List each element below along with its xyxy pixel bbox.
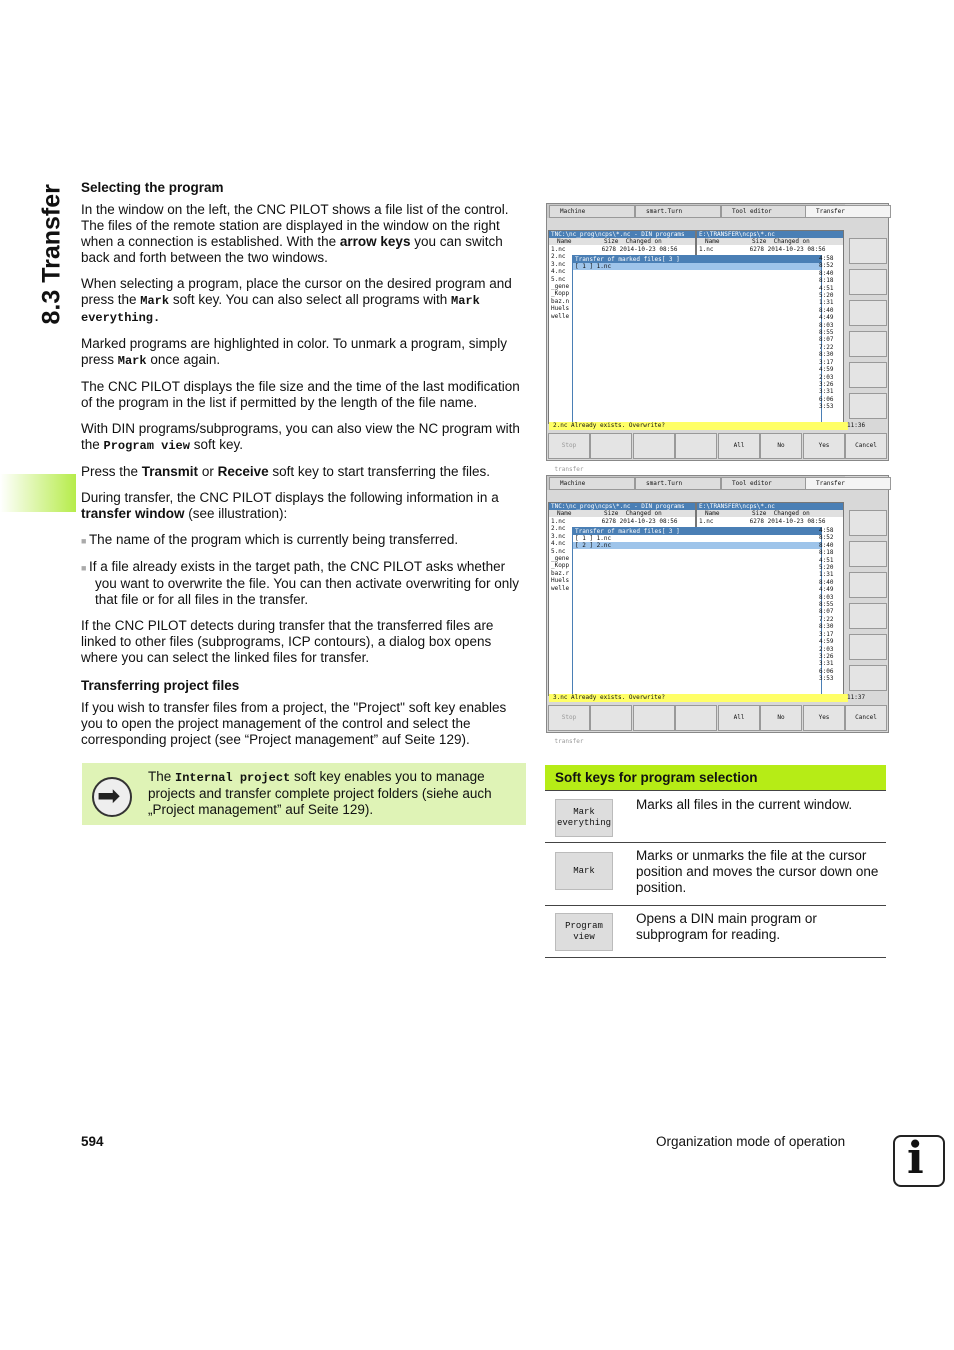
para: In the window on the left, the CNC PILOT shows a file list of the control. The files of the remote station are displayed in the window on the right when a connection is established. With the arrow keys you can switch back and forth between the two windows. [81, 202, 509, 265]
tool-softkey-icon[interactable] [849, 665, 887, 691]
para: During transfer, the CNC PILOT displays the following information in a transfer window (see illustration): [81, 490, 499, 521]
col-size: Size [751, 510, 767, 517]
mark-softkey: Mark [555, 852, 613, 890]
list-item[interactable]: welle [551, 312, 570, 320]
chapter-side-title: 8.3 Transfer [37, 184, 66, 325]
list-item[interactable]: _gene [551, 555, 570, 563]
vertical-softkey-5[interactable] [849, 362, 887, 388]
list-item[interactable]: 5.nc [551, 275, 566, 283]
list-item[interactable]: 2.nc [551, 253, 566, 261]
list-item[interactable]: Huels [551, 305, 570, 313]
para: If the CNC PILOT detects during transfer that the transferred files are linked to other files (subprograms, ICP contours), a dialog box opens where you can select the linked files for transfer. [81, 618, 494, 665]
softkey-desc: Marks or unmarks the file at the cursor position and moves the cursor down one position. [636, 848, 879, 895]
status-message: 2.nc Already exists. Overwrite? [549, 422, 848, 430]
softkey-desc: Marks all files in the current window. [636, 797, 853, 812]
tab-transfer[interactable]: Transfer [805, 205, 891, 218]
softkey-blank[interactable] [590, 705, 632, 731]
yes-softkey[interactable]: Yes [803, 705, 845, 731]
heading-project: Transferring project files [81, 678, 240, 693]
list-item[interactable]: 1.nc 6278 2014-10-23 08:56 [551, 246, 678, 253]
col-name: Name [557, 238, 572, 245]
all-softkey[interactable]: All [718, 705, 760, 731]
info-icon [893, 1135, 945, 1187]
col-changed: Changed on [625, 238, 662, 245]
screenshot-transfer-2 [546, 475, 889, 745]
transfer-dialog [572, 527, 822, 697]
softkey-blank[interactable] [675, 705, 717, 731]
list-item[interactable]: 3.nc [551, 532, 566, 540]
transfer-row: [ 2 ] 2.nc [573, 542, 821, 549]
program-view-softkey: Program view [555, 913, 613, 951]
vertical-softkey-3[interactable] [849, 572, 887, 598]
table-row [545, 843, 886, 906]
col-name: Name [557, 510, 572, 517]
tab-machine[interactable]: Machine [549, 477, 635, 490]
right-path: E:\TRANSFER\ncps\*.nc [697, 503, 843, 510]
list-item[interactable]: _Kopp [551, 562, 570, 570]
vertical-softkey-3[interactable] [849, 300, 887, 326]
no-softkey[interactable]: No [760, 705, 802, 731]
softkey-table [545, 765, 886, 958]
status-message: 3.nc Already exists. Overwrite? [549, 694, 848, 702]
stop-transfer-softkey[interactable]: Stop transfer [548, 433, 590, 459]
para: The CNC PILOT displays the file size and the time of the last modification of the program in the list if permitted by the length of the file name. [81, 379, 520, 410]
mode-tabs [547, 204, 845, 218]
vertical-softkey-1[interactable] [849, 510, 887, 536]
transfer-dialog-title: Transfer of marked files[ 3 ] [573, 528, 821, 535]
heading-selecting: Selecting the program [81, 180, 224, 195]
table-row [545, 906, 886, 958]
tab-machine[interactable]: Machine [549, 205, 635, 218]
para: When selecting a program, place the cursor on the desired program and press the Mark soft key. You can also select all programs with Mark everything. [81, 276, 512, 325]
col-size: Size [603, 510, 619, 517]
para: If you wish to transfer files from a project, the "Project" soft key enables you to open the project management of the control and select the corresponding project (see “Project management” auf Seite 129). [81, 700, 507, 747]
main-text-column [81, 180, 525, 758]
col-name: Name [705, 238, 720, 245]
para: With DIN programs/subprograms, you can also view the NC program with the Program view soft key. [81, 421, 520, 453]
clock: 11:37 [847, 694, 866, 701]
note-box [82, 763, 526, 825]
list-item[interactable]: 4.nc [551, 540, 566, 548]
list-item[interactable]: 2.nc [551, 525, 566, 533]
tool-softkey-icon[interactable] [849, 393, 887, 419]
left-path: TNC:\nc_prog\ncps\*.nc - DIN programs [549, 231, 695, 238]
col-changed: Changed on [773, 510, 810, 517]
clock: 11:36 [847, 422, 866, 429]
list-item[interactable]: _Kopp [551, 290, 570, 298]
time-column: 4:58 8:52 8:40 8:18 4:51 5:20 1:31 8:40 4:49 8:03 8:55 8:07 7:22 8:30 3:17 4:59 2:03 3:26 3:31 6:06 3:53 [819, 527, 834, 683]
left-path: TNC:\nc_prog\ncps\*.nc - DIN programs [549, 503, 695, 510]
right-file-list [699, 246, 825, 253]
cancel-softkey[interactable]: Cancel [845, 705, 887, 731]
list-item[interactable]: baz.n [551, 297, 570, 305]
yes-softkey[interactable]: Yes [803, 433, 845, 459]
vertical-softkey-5[interactable] [849, 634, 887, 660]
list-item[interactable]: 3.nc [551, 260, 566, 268]
chapter-tab-marker [0, 474, 76, 512]
no-softkey[interactable]: No [760, 433, 802, 459]
tab-tool-editor[interactable]: Tool editor [721, 477, 807, 490]
softkey-desc: Opens a DIN main program or subprogram for reading. [636, 911, 817, 942]
list-item[interactable]: 1.nc 6278 2014-10-23 08:56 [699, 518, 826, 525]
vertical-softkey-2[interactable] [849, 541, 887, 567]
para: Press the Transmit or Receive soft key to start transferring the files. [81, 464, 490, 479]
col-size: Size [751, 238, 767, 245]
col-name: Name [705, 510, 720, 517]
tab-transfer[interactable]: Transfer [805, 477, 891, 490]
footer-text: Organization mode of operation [656, 1134, 846, 1149]
transfer-dialog-title: Transfer of marked files[ 3 ] [573, 256, 821, 263]
softkey-blank[interactable] [590, 433, 632, 459]
page-number: 594 [81, 1134, 104, 1149]
cancel-softkey[interactable]: Cancel [845, 433, 887, 459]
right-path: E:\TRANSFER\ncps\*.nc [697, 231, 843, 238]
mode-tabs [547, 476, 845, 490]
list-item[interactable]: _gene [551, 283, 570, 291]
note-text: The Internal project soft key enables you to manage projects and transfer complete project folders (siehe auch „Project management” auf Seite 129). [148, 769, 492, 817]
list-item[interactable]: 4.nc [551, 268, 566, 276]
col-changed: Changed on [625, 510, 662, 517]
transfer-row: [ 1 ] 1.nc [573, 263, 821, 270]
right-file-list [699, 518, 825, 525]
list-item[interactable]: 5.nc [551, 547, 566, 555]
vertical-softkey-2[interactable] [849, 269, 887, 295]
tab-smart-turn[interactable]: smart.Turn [635, 205, 721, 218]
softkey-blank[interactable] [633, 433, 675, 459]
table-row [545, 790, 886, 843]
softkey-table-title: Soft keys for program selection [545, 765, 886, 790]
vertical-softkey-4[interactable] [849, 331, 887, 357]
list-item[interactable]: Huels [551, 577, 570, 585]
list-item[interactable]: baz.r [551, 569, 570, 577]
bullet-item: ■ If a file already exists in the target path, the CNC PILOT asks whether you want to overwrite the file. You can then activate overwriting for only that file or for all files in the transfer. [81, 559, 525, 608]
transfer-row: [ 1 ] 1.nc [575, 535, 612, 542]
tab-tool-editor[interactable]: Tool editor [721, 205, 807, 218]
list-item[interactable]: 1.nc 6278 2014-10-23 08:56 [551, 518, 678, 525]
screenshot-transfer-1 [546, 203, 889, 473]
list-item[interactable]: welle [551, 584, 570, 592]
transfer-dialog [572, 255, 822, 425]
list-item[interactable]: 1.nc 6278 2014-10-23 08:56 [699, 246, 826, 253]
vertical-softkey-4[interactable] [849, 603, 887, 629]
all-softkey[interactable]: All [718, 433, 760, 459]
bullet-item: ■ The name of the program which is currently being transferred. [81, 532, 525, 549]
softkey-blank[interactable] [675, 433, 717, 459]
stop-transfer-softkey[interactable]: Stop transfer [548, 705, 590, 731]
time-column: 4:58 8:52 8:40 8:18 4:51 5:20 1:31 8:40 4:49 8:03 8:55 8:07 7:22 8:30 3:17 4:59 2:03 3:26 3:31 6:06 3:53 [819, 255, 834, 411]
col-changed: Changed on [773, 238, 810, 245]
softkey-blank[interactable] [633, 705, 675, 731]
tab-smart-turn[interactable]: smart.Turn [635, 477, 721, 490]
arrow-right-icon [92, 777, 132, 817]
vertical-softkey-1[interactable] [849, 238, 887, 264]
para: Marked programs are highlighted in color. To unmark a program, simply press Mark once again. [81, 336, 507, 368]
col-size: Size [603, 238, 619, 245]
mark-everything-softkey: Mark everything [555, 799, 613, 837]
